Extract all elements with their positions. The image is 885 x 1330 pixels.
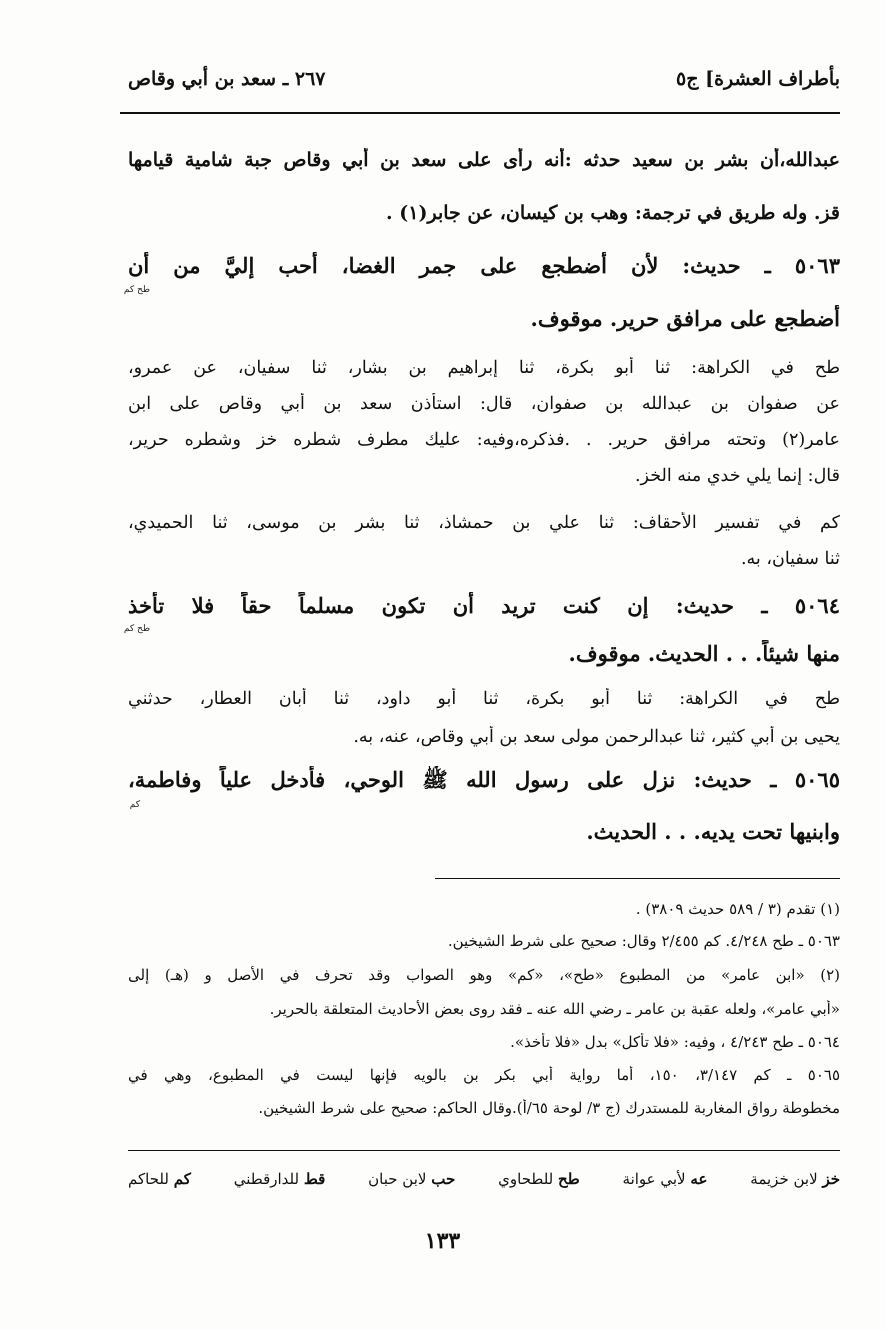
footnote-5065-line-2: مخطوطة رواق المغاربة للمستدرك (ج ٣/ لوحة ٦٥/أ).وقال الحاكم: صحيح على شرط الشيخين. xyxy=(258,1099,840,1117)
text-line-7: عامر(٢) وتحته مرافق حرير. . .فذكره،وفيه: عليك مطرف شطره خز وشطره حرير، xyxy=(128,430,840,450)
abbr-item: طح للطحاوي xyxy=(498,1170,580,1188)
footnote-5063: ٥٠٦٣ ـ طح ٤/٢٤٨. كم ٢/٤٥٥ وقال: صحيح على شرط الشيخين. xyxy=(447,932,840,950)
source-mark-5064: طح كم xyxy=(123,624,150,634)
hadith-5064-text: منها شيئاً. . . الحديث. موقوف. xyxy=(568,641,840,666)
text-line-8: قال: إنما يلي خدي منه الخز. xyxy=(634,466,840,486)
hadith-5063-text: أضطجع على مرافق حرير. موقوف. xyxy=(530,306,840,331)
text-line-10: ثنا سفيان، به. xyxy=(740,549,840,569)
text-line-6: عن صفوان بن عبدالله بن صفوان، قال: استأذن سعد بن أبي وقاص على ابن xyxy=(128,394,840,414)
hadith-5063-heading: ٥٠٦٣ ـ حديث: لأن أضطجع على جمر الغضا، أحب إليَّ من أن xyxy=(128,253,840,278)
source-mark-5063: طح كم xyxy=(123,285,150,295)
abbr-item: عه لأبي عوانة xyxy=(622,1170,708,1188)
footnote-5065-line-1: ٥٠٦٥ ـ كم ٣/١٤٧، ١٥٠، أما رواية أبي بكر بن بالويه فإنها ليست في المطبوع، وهي في xyxy=(128,1066,840,1084)
text-line-13: طح في الكراهة: ثنا أبو بكرة، ثنا أبو داود، ثنا أبان العطار، حدثني xyxy=(128,689,840,709)
text-line-5: طح في الكراهة: ثنا أبو بكرة، ثنا إبراهيم بن بشار، ثنا سفيان، عن عمرو، xyxy=(128,358,840,378)
text-line-1: عبدالله،أن بشر بن سعيد حدثه :أنه رأى على سعد بن أبي وقاص جبة شامية قيامها xyxy=(128,149,840,171)
abbr-item: كم للحاكم xyxy=(128,1170,191,1188)
source-mark-5065: كم xyxy=(129,800,140,810)
abbr-item: قط للدارقطني xyxy=(233,1170,326,1188)
footnote-rule xyxy=(435,878,840,879)
abbr-item: حب لابن حبان xyxy=(368,1170,456,1188)
abbreviations-legend xyxy=(128,1170,840,1188)
text-line-2: قز. وله طريق في ترجمة: وهب بن كيسان، عن جابر(١) . xyxy=(386,202,840,224)
text-line-14: يحيى بن أبي كثير، ثنا عبدالرحمن مولى سعد بن أبي وقاص، عنه، به. xyxy=(353,727,840,747)
header-rule xyxy=(120,112,840,114)
text-line-9: كم في تفسير الأحقاف: ثنا علي بن حمشاذ، ثنا بشر بن موسى، ثنا الحميدي، xyxy=(128,513,840,533)
header-section-title: ٢٦٧ ـ سعد بن أبي وقاص xyxy=(128,68,326,90)
hadith-5064-heading: ٥٠٦٤ ـ حديث: إن كنت تريد أن تكون مسلماً حقاً فلا تأخذ xyxy=(128,593,840,618)
footnote-2-line-1: (٢) «ابن عامر» من المطبوع «طح»، «كم» وهو الصواب وقد تحرف في الأصل و (هـ) إلى xyxy=(128,966,840,984)
footnote-5064: ٥٠٦٤ ـ طح ٤/٢٤٣ ، وفيه: «فلا تأكل» بدل «فلا تأخذ». xyxy=(510,1033,840,1051)
footnote-1: (١) تقدم (٣ / ٥٨٩ حديث ٣٨٠٩) . xyxy=(635,900,840,918)
running-header xyxy=(128,60,840,98)
abbr-item: خز لابن خزيمة xyxy=(750,1170,840,1188)
hadith-5065-text: وابنيها تحت يديه. . . الحديث. xyxy=(586,819,840,844)
hadith-5065-heading: ٥٠٦٥ ـ حديث: نزل على رسول الله ﷺ الوحي، فأدخل علياً وفاطمة، xyxy=(128,767,840,792)
header-book-title: بأطراف العشرة] ج٥ xyxy=(676,68,840,90)
abbreviations-rule xyxy=(128,1150,840,1151)
footnote-2-line-2: «أبي عامر»، ولعله عقبة بن عامر ـ رضي الله عنه ـ فقد روى بعض الأحاديث المتعلقة بالحرير. xyxy=(269,1000,840,1018)
page-number: ١٣٣ xyxy=(424,1228,461,1254)
